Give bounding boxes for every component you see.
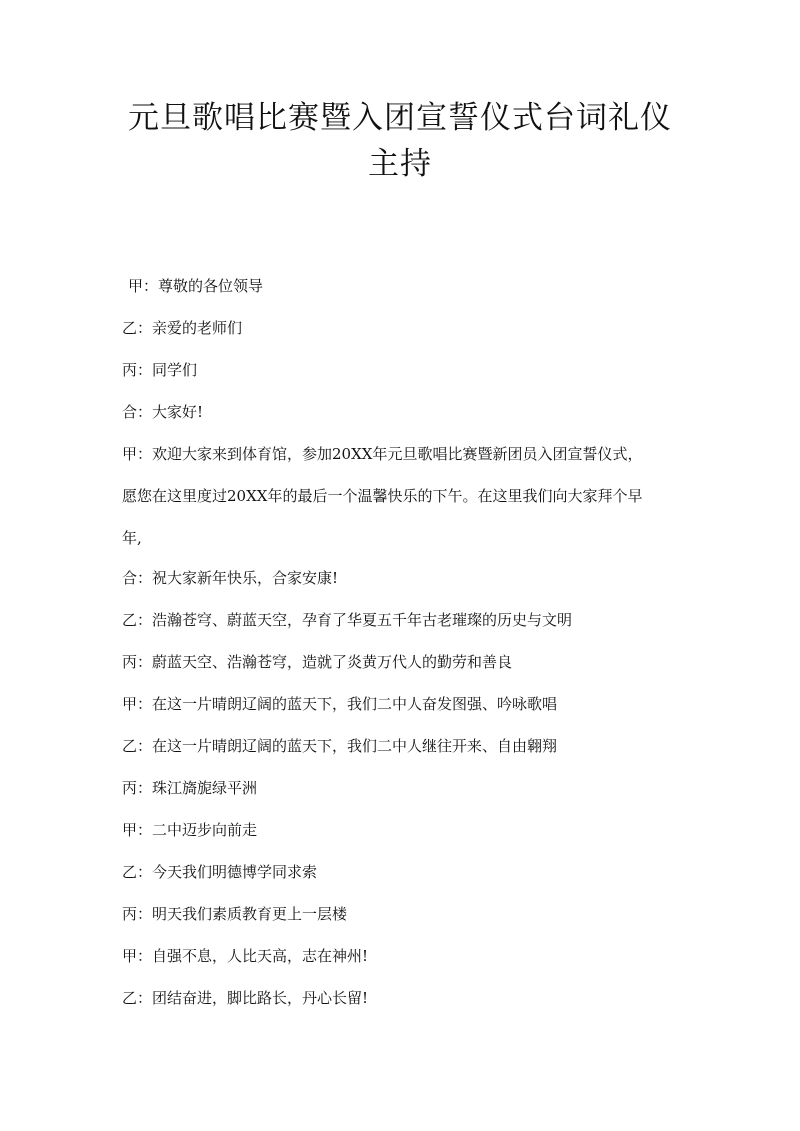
script-line <box>122 946 368 966</box>
line-text: 自强不息，人比天高，志在神州! <box>152 947 369 965</box>
line-text: 同学们 <box>152 361 198 379</box>
line-text: 年, <box>122 529 142 547</box>
line-text: 蔚蓝天空、浩瀚苍穹，造就了炎黄万代人的勤劳和善良 <box>152 653 513 671</box>
speaker-label: 丙： <box>122 361 153 379</box>
document-title: 元旦歌唱比赛暨入团宣誓仪式台词礼仪主持 <box>128 100 672 182</box>
line-text: 明天我们素质教育更上一层楼 <box>152 905 348 923</box>
line-text: 大家好! <box>152 403 204 421</box>
speaker-label: 乙： <box>122 863 153 881</box>
line-text: 欢迎大家来到体育馆，参加20XX年元旦歌唱比赛暨新团员入团宣誓仪式， <box>152 445 643 463</box>
speaker-label: 乙： <box>122 611 153 629</box>
speaker-label: 甲： <box>122 695 153 713</box>
line-text: 二中迈步向前走 <box>152 821 258 839</box>
line-text: 今天我们明德博学同求索 <box>152 863 318 881</box>
script-line <box>122 568 338 588</box>
script-line <box>122 820 257 840</box>
script-line <box>122 528 142 548</box>
script-line <box>122 610 572 630</box>
script-line <box>122 988 368 1008</box>
script-line <box>128 276 263 296</box>
line-text: 浩瀚苍穹、蔚蓝天空，孕育了华夏五千年古老璀璨的历史与文明 <box>152 611 573 629</box>
speaker-label: 丙： <box>122 905 153 923</box>
script-line <box>122 736 557 756</box>
script-line <box>122 862 317 882</box>
line-text: 在这一片晴朗辽阔的蓝天下，我们二中人奋发图强、吟咏歌唱 <box>152 695 558 713</box>
speaker-label: 甲： <box>122 821 153 839</box>
line-text: 团结奋进，脚比路长，丹心长留! <box>152 989 369 1007</box>
line-text: 亲爱的老师们 <box>152 319 243 337</box>
speaker-label: 甲： <box>128 277 159 295</box>
speaker-label: 乙： <box>122 989 153 1007</box>
script-line <box>122 444 642 464</box>
speaker-label: 乙： <box>122 737 153 755</box>
speaker-label: 甲： <box>122 445 153 463</box>
line-text: 珠江旖旎绿平洲 <box>152 779 258 797</box>
line-text: 在这一片晴朗辽阔的蓝天下，我们二中人继往开来、自由翱翔 <box>152 737 558 755</box>
script-line <box>122 694 557 714</box>
script-line <box>122 778 257 798</box>
script-line <box>122 652 512 672</box>
speaker-label: 丙： <box>122 779 153 797</box>
line-text: 尊敬的各位领导 <box>158 277 264 295</box>
script-line <box>122 904 347 924</box>
speaker-label: 乙： <box>122 319 153 337</box>
speaker-label: 合： <box>122 403 153 421</box>
speaker-label: 丙： <box>122 653 153 671</box>
script-line <box>122 486 642 506</box>
script-line <box>122 402 203 422</box>
speaker-label: 合： <box>122 569 153 587</box>
script-line <box>122 360 197 380</box>
line-text: 祝大家新年快乐，合家安康! <box>152 569 339 587</box>
speaker-label: 甲： <box>122 947 153 965</box>
line-text: 愿您在这里度过20XX年的最后一个温馨快乐的下午。在这里我们向大家拜个早 <box>122 487 643 505</box>
script-line <box>122 318 242 338</box>
